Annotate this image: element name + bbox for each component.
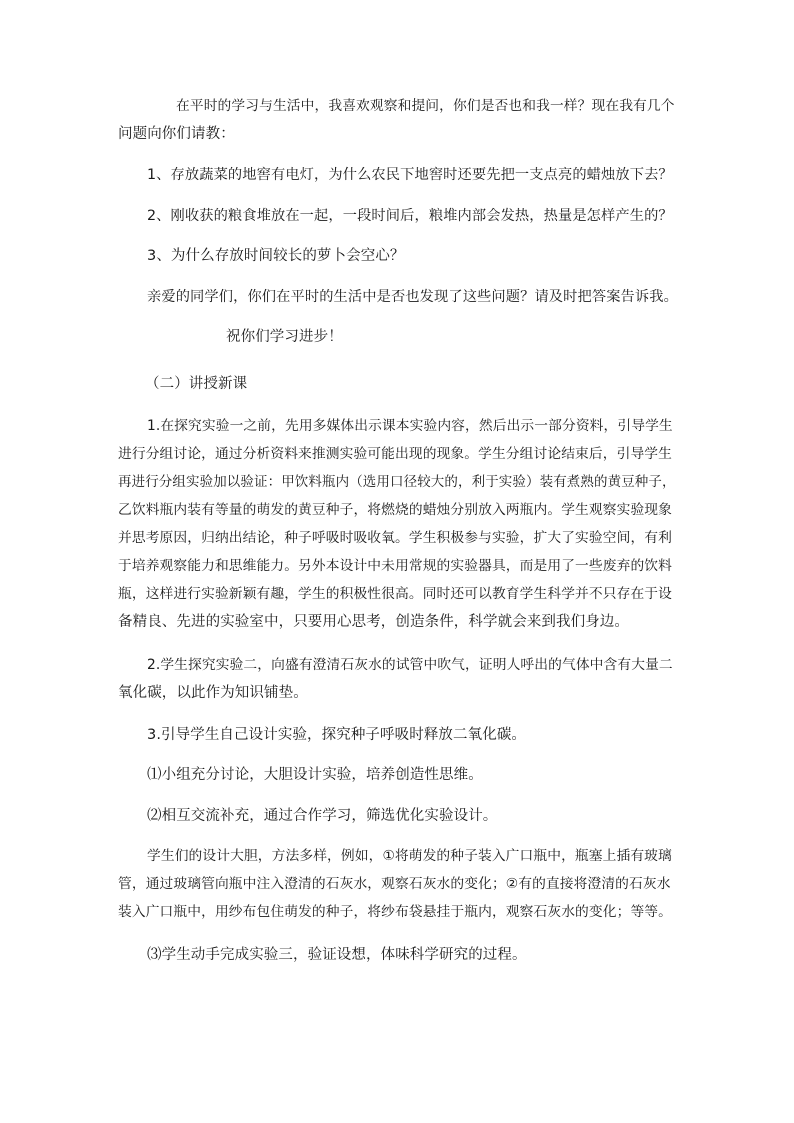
p1-line-3: 再进行分组实验加以验证：甲饮料瓶内（选用口径较大的，利于实验）装有煮熟的黄豆种子， (118, 474, 676, 490)
p1-line-7: 瓶，这样进行实验新颖有趣，学生的积极性很高。同时还可以教育学生科学并不只存在于设 (118, 586, 673, 602)
question-2: 2、刚收获的粮食堆放在一起，一段时间后，粮堆内部会发热，热量是怎样产生的？ (147, 208, 673, 224)
p3-line: 3.引导学生自己设计实验，探究种子呼吸时释放二氧化碳。 (147, 727, 527, 743)
wish-line: 祝你们学习进步！ (226, 329, 343, 345)
p1-line-4: 乙饮料瓶内装有等量的萌发的黄豆种子，将燃烧的蜡烛分别放入两瓶内。学生观察实验现象 (118, 502, 673, 518)
p1-line-2: 进行分组讨论，通过分析资料来推测实验可能出现的现象。学生分组讨论结束后，引导学生 (118, 446, 673, 462)
step-3: ⑶学生动手完成实验三，验证设想，体味科学研究的过程。 (147, 947, 527, 963)
p1-line-5: 并思考原因，归纳出结论，种子呼吸时吸收氧。学生积极参与实验，扩大了实验空间，有利 (118, 530, 673, 546)
intro-line-2: 问题向你们请教： (118, 126, 235, 142)
question-1: 1、存放蔬菜的地窖有电灯，为什么农民下地窖时还要先把一支点亮的蜡烛放下去？ (147, 167, 673, 183)
p4-line-2: 管，通过玻璃管向瓶中注入澄清的石灰水，观察石灰水的变化；②有的直接将澄清的石灰水 (118, 876, 671, 892)
p2-line-1: 2.学生探究实验二，向盛有澄清石灰水的试管中吹气，证明人呼出的气体中含有大量二 (147, 657, 673, 673)
p1-line-1: 1.在探究实验一之前，先用多媒体出示课本实验内容，然后出示一部分资料，引导学生 (147, 418, 673, 434)
closing-line: 亲爱的同学们，你们在平时的生活中是否也发现了这些问题？请及时把答案告诉我。 (147, 289, 678, 305)
intro-line-1: 在平时的学习与生活中，我喜欢观察和提问，你们是否也和我一样？现在我有几个 (176, 98, 675, 114)
p1-line-6: 于培养观察能力和思维能力。另外本设计中未用常规的实验器具，而是用了一些废弃的饮料 (118, 558, 673, 574)
step-2: ⑵相互交流补充，通过合作学习，筛选优化实验设计。 (147, 808, 498, 824)
p4-line-1: 学生们的设计大胆，方法多样，例如，①将萌发的种子装入广口瓶中，瓶塞上插有玻璃 (147, 848, 672, 864)
step-1: ⑴小组充分讨论，大胆设计实验，培养创造性思维。 (147, 767, 483, 783)
question-3: 3、为什么存放时间较长的萝卜会空心？ (147, 248, 405, 264)
p1-line-8: 备精良、先进的实验室中，只要用心思考，创造条件，科学就会来到我们身边。 (118, 614, 629, 630)
p2-line-2: 氧化碳，以此作为知识铺垫。 (118, 685, 308, 701)
section-title: （二）讲授新课 (145, 376, 248, 392)
p4-line-3: 装入广口瓶中，用纱布包住萌发的种子，将纱布袋悬挂于瓶内，观察石灰水的变化；等等。 (118, 904, 673, 920)
